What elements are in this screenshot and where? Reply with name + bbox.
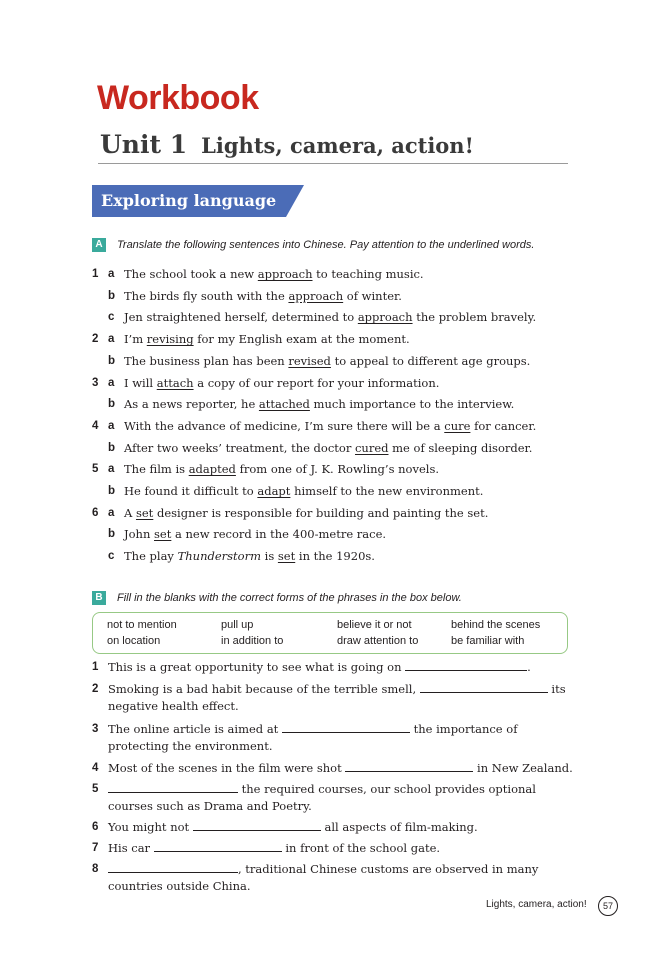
exercise-a-instruction: Translate the following sentences into Chinese. Pay attention to the underlined words.	[117, 239, 535, 251]
sentence-pre: The school took a new	[124, 267, 258, 281]
phrase-option: in addition to	[221, 635, 284, 647]
sentence-pre: John	[124, 527, 155, 542]
item-number: 6	[92, 506, 99, 519]
item-number: 2	[92, 333, 99, 346]
item-number: 6	[92, 821, 99, 833]
unit-heading	[100, 127, 474, 166]
sentence-pre: The birds fly south with the	[124, 288, 289, 303]
sentence-row	[92, 309, 572, 325]
section-banner	[92, 185, 304, 217]
underlined-word: approach	[357, 310, 413, 325]
sentence-text	[124, 331, 410, 347]
sentence-text	[124, 353, 530, 369]
sentence-row	[92, 396, 572, 412]
page-number: 57	[598, 896, 618, 916]
item-number: 2	[92, 683, 99, 695]
fill-pre: His car	[108, 841, 154, 855]
fill-post: .	[527, 660, 531, 674]
item-number: 1	[92, 661, 99, 673]
fill-text	[108, 819, 478, 835]
workbook-heading: Workbook	[97, 79, 259, 117]
sentence-pre: Jen straightened herself, determined to	[124, 310, 358, 325]
fill-continuation: courses such as Drama and Poetry.	[108, 799, 312, 813]
sentence-text	[124, 396, 514, 412]
fill-continuation: countries outside China.	[108, 879, 251, 893]
fill-post: , traditional Chinese customs are observed in many	[238, 862, 539, 876]
fill-pre: Most of the scenes in the film were shot	[108, 761, 346, 775]
exercise-b-badge: B	[92, 591, 106, 605]
sentence-mid: is	[261, 549, 278, 564]
item-letter: c	[108, 550, 115, 563]
phrase-option: draw attention to	[337, 635, 419, 647]
sentence-post: for cancer.	[470, 418, 537, 433]
fill-continuation: negative health effect.	[108, 699, 239, 713]
sentence-pre: With the advance of medicine, I’m sure there will be a	[124, 418, 445, 433]
sentence-pre: The play	[124, 549, 178, 564]
sentence-post: in the 1920s.	[295, 549, 375, 564]
fill-post: the required courses, our school provides optional	[238, 782, 536, 796]
item-number: 3	[92, 723, 99, 735]
fill-pre: Smoking is a bad habit because of the terrible smell,	[108, 682, 420, 696]
fill-text	[108, 861, 538, 877]
sentence-row	[92, 353, 572, 369]
underlined-word: set	[154, 527, 172, 542]
fill-text	[108, 681, 566, 697]
underlined-word: attached	[258, 397, 310, 412]
sentence-post: to teaching music.	[312, 267, 424, 281]
sentence-pre: I will	[124, 375, 157, 390]
sentence-post: the problem bravely.	[412, 310, 537, 325]
exercise-a-badge: A	[92, 238, 106, 252]
sentence-text	[124, 375, 439, 391]
fill-post: in front of the school gate.	[281, 841, 441, 855]
answer-blank	[154, 840, 282, 852]
sentence-text	[124, 461, 439, 477]
answer-blank	[108, 781, 238, 793]
sentence-text	[124, 418, 536, 434]
item-letter: c	[108, 311, 115, 324]
item-letter: b	[108, 441, 116, 454]
item-number: 1	[92, 268, 99, 280]
answer-blank	[108, 861, 238, 873]
item-number: 8	[92, 863, 99, 875]
item-letter: a	[108, 376, 115, 389]
sentence-post: for my English exam at the moment.	[193, 332, 410, 347]
fill-text	[108, 781, 536, 797]
fill-post: its	[547, 682, 566, 696]
underlined-word: cured	[354, 440, 389, 455]
sentence-post: from one of J. K. Rowling’s novels.	[235, 462, 440, 477]
unit-number: Unit 1	[100, 130, 188, 159]
sentence-post: me of sleeping disorder.	[388, 440, 533, 455]
fill-text	[108, 840, 440, 856]
item-number: 5	[92, 783, 99, 795]
fill-text	[108, 721, 517, 737]
sentence-row	[92, 288, 572, 304]
underlined-word: revised	[288, 353, 331, 368]
sentence-pre: I’m	[124, 332, 147, 347]
sentence-text	[124, 526, 386, 542]
fill-text	[108, 760, 573, 776]
item-letter: a	[108, 333, 115, 346]
sentence-row	[92, 483, 572, 499]
section-label: Exploring language	[101, 191, 277, 210]
underlined-word: adapt	[257, 484, 291, 498]
sentence-text	[124, 309, 536, 325]
sentence-text	[124, 288, 402, 304]
phrase-option: not to mention	[107, 619, 177, 631]
item-letter: b	[108, 398, 116, 411]
phrase-option: believe it or not	[337, 619, 412, 631]
sentence-row	[92, 505, 572, 521]
underlined-word: cure	[444, 418, 471, 433]
item-letter: b	[108, 528, 116, 541]
sentence-text	[124, 548, 375, 564]
item-letter: a	[108, 463, 115, 476]
item-letter: a	[108, 419, 115, 432]
answer-blank	[193, 819, 321, 831]
sentence-post: a copy of our report for your information.	[193, 375, 440, 390]
fill-pre: This is a great opportunity to see what is going on	[108, 660, 406, 674]
sentence-post: designer is responsible for building and painting the set.	[153, 505, 489, 520]
phrase-box	[92, 612, 568, 654]
sentence-text	[124, 505, 488, 521]
sentence-row	[92, 266, 572, 282]
sentence-text	[124, 483, 483, 499]
sentence-text	[124, 440, 532, 456]
answer-blank	[405, 659, 527, 671]
answer-blank	[282, 721, 410, 733]
sentence-pre: A	[124, 505, 136, 520]
fill-pre: The online article is aimed at	[108, 722, 282, 736]
underlined-word: approach	[288, 288, 344, 303]
underlined-word: adapted	[188, 462, 236, 477]
sentence-row	[92, 331, 572, 347]
item-letter: b	[108, 289, 116, 302]
item-number: 7	[92, 842, 99, 854]
sentence-row	[92, 526, 572, 542]
item-number: 4	[92, 762, 99, 774]
sentence-post: to appeal to different age groups.	[330, 353, 531, 368]
underlined-word: set	[277, 549, 296, 564]
fill-text	[108, 659, 531, 675]
fill-pre: You might not	[108, 820, 193, 834]
phrase-option: be familiar with	[451, 635, 525, 647]
answer-blank	[420, 681, 548, 693]
underlined-word: attach	[156, 375, 194, 390]
phrase-option: behind the scenes	[451, 619, 541, 631]
item-letter: a	[108, 268, 115, 280]
fill-post: all aspects of film-making.	[320, 820, 478, 834]
answer-blank	[345, 760, 473, 772]
underlined-word: revising	[146, 332, 194, 347]
footer-text: Lights, camera, action!	[486, 899, 587, 910]
fill-post: the importance of	[409, 722, 518, 736]
phrase-option: on location	[107, 635, 161, 647]
sentence-post: much importance to the interview.	[309, 397, 515, 412]
item-letter: b	[108, 354, 116, 367]
item-letter: b	[108, 485, 116, 497]
sentence-pre: The business plan has been	[124, 353, 289, 368]
exercise-b-instruction: Fill in the blanks with the correct forms of the phrases in the box below.	[117, 592, 462, 604]
sentence-row	[92, 418, 572, 434]
sentence-pre: As a news reporter, he	[124, 397, 259, 412]
phrase-option: pull up	[221, 619, 254, 631]
sentence-pre: After two weeks’ treatment, the doctor	[124, 440, 355, 455]
underlined-word: approach	[257, 267, 313, 281]
item-number: 3	[92, 376, 99, 389]
sentence-pre: He found it difficult to	[124, 484, 258, 498]
sentence-row	[92, 440, 572, 456]
fill-post: in New Zealand.	[473, 761, 573, 775]
item-number: 5	[92, 463, 99, 476]
title-italic: Thunderstorm	[177, 549, 261, 564]
sentence-pre: The film is	[124, 462, 189, 477]
item-number: 4	[92, 419, 99, 432]
sentence-post: a new record in the 400-metre race.	[171, 527, 387, 542]
sentence-post: of winter.	[343, 288, 402, 303]
fill-continuation: protecting the environment.	[108, 739, 273, 753]
sentence-row	[92, 375, 572, 391]
sentence-row	[92, 461, 572, 477]
sentence-row	[92, 548, 572, 564]
sentence-post: himself to the new environment.	[290, 484, 484, 498]
heading-divider	[98, 163, 568, 164]
unit-title: Lights, camera, action!	[201, 133, 474, 158]
sentence-text	[124, 266, 424, 282]
item-letter: a	[108, 506, 115, 519]
underlined-word: set	[135, 505, 154, 520]
